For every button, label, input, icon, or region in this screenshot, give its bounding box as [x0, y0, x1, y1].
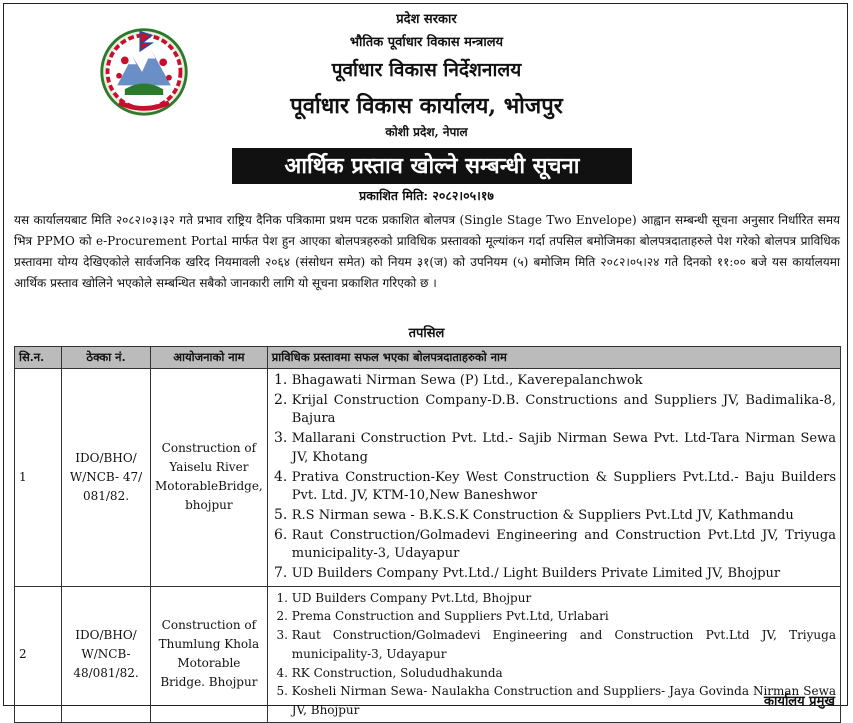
directorate-name: पूर्वाधार विकास निर्देशनालय: [331, 59, 522, 81]
list-item: 4. Prativa Construction-Key West Construction & Suppliers Pvt.Ltd.- Baju Builders Pvt. Ltd. JV, KTM-10,New Baneshwor: [292, 468, 836, 506]
notice-title: आर्थिक प्रस्ताव खोल्ने सम्बन्धी सूचना: [232, 148, 632, 184]
office-location: कोशी प्रदेश, नेपाल: [385, 125, 468, 139]
table-header-row: [15, 347, 841, 369]
office-name: पूर्वाधार विकास कार्यालय, भोजपुर: [290, 93, 563, 119]
list-item: 6. Raut Construction/Golmadevi Engineering and Construction Pvt.Ltd JV, Triyuga municipality-3, Udayapur: [292, 526, 836, 564]
list-item: 5. R.S Nirman sewa - B.K.S.K Construction & Suppliers Pvt.Ltd JV, Kathmandu: [292, 506, 836, 526]
row-contract-no: IDO/BHO/ W/NCB- 47/ 081/82.: [62, 369, 151, 587]
col-header-bidders: प्राविधिक प्रस्तावमा सफल भएका बोलपत्रदाताहरुको नाम: [267, 347, 840, 369]
list-item: 3. Mallarani Construction Pvt. Ltd.- Sajib Nirman Sewa Pvt. Ltd-Tara Nirman Sewa JV, Khotang: [292, 429, 836, 467]
row-sn: 2: [15, 586, 62, 722]
list-item: 1. Bhagawati Nirman Sewa (P) Ltd., Kaverepalanchwok: [292, 371, 836, 391]
published-date: प्रकाशित मिति: २०८२।०५।१७: [359, 188, 494, 203]
ministry-name: भौतिक पूर्वाधार विकास मन्त्रालय: [349, 35, 504, 50]
list-item: 1. UD Builders Company Pvt.Ltd, Bhojpur: [292, 589, 836, 608]
bidder-list: [272, 371, 836, 584]
list-item: 2. Krijal Construction Company-D.B. Constructions and Suppliers JV, Badimalika-8, Bajura: [292, 391, 836, 429]
bidder-list: [272, 589, 836, 720]
list-item: 7. UD Builders Company Pvt.Ltd./ Light Builders Private Limited JV, Bhojpur: [292, 564, 836, 584]
col-header-contract-no: ठेक्का नं.: [62, 347, 151, 369]
signature-office-chief: कार्यालय प्रमुख: [764, 694, 835, 709]
table-row: [15, 369, 841, 587]
row-project: Construction of Thumlung Khola Motorable Bridge. Bhojpur: [151, 586, 268, 722]
row-bidders: [267, 369, 840, 587]
list-item: 5. Kosheli Nirman Sewa- Naulakha Construction and Suppliers- Jaya Govinda Nirman Sewa JV, Bhojpur: [292, 682, 836, 719]
table-row: [15, 586, 841, 722]
list-item: 2. Prema Construction and Suppliers Pvt.Ltd, Urlabari: [292, 607, 836, 626]
col-header-sn: सि.न.: [15, 347, 62, 369]
row-bidders: [267, 586, 840, 722]
section-title: तपसिल: [408, 326, 445, 341]
col-header-project: आयोजनाको नाम: [151, 347, 268, 369]
row-project: Construction of Yaiselu River MotorableBridge, bhojpur: [151, 369, 268, 587]
tender-table: [14, 346, 841, 723]
province-government: प्रदेश सरकार: [396, 12, 457, 27]
list-item: 3. Raut Construction/Golmadevi Engineering and Construction Pvt.Ltd JV, Triyuga municipality-3, Udayapur: [292, 626, 836, 663]
notice-body: यस कार्यालयबाट मिति २०८२।०३।३२ गते प्रभाव राष्ट्रिय दैनिक पत्रिकामा प्रथम पटक प्रकाशित बोलपत्र (Single Stage Two Envelope) आह्वान सम्बन्धी सूचना अनुसार निर्धारित समय भित्र PPMO को e-Procurement Portal मार्फत पेश हुन आएका बोलपत्रहरुको प्राविधिक प्रस्तावको मूल्यांकन गर्दा तपसिल बमोजिमका बोलपत्रदाताहरुले पेश गरेको बोलपत्र प्राविधिक प्रस्तावमा योग्य देखिएकोले सार्वजनिक खरिद नियमावली २०६४ (संसोधन समेत) को नियम ३१(ज) को उपनियम (५) बमोजिम मिति २०८२।०५।२४ गते दिनको ११:०० बजे यस कार्यालयमा आर्थिक प्रस्ताव खोलिने भएकोले सम्बन्धित सबैको जानकारी लागि यो सूचना प्रकाशित गरिएको छ ।: [14, 213, 840, 290]
row-sn: 1: [15, 369, 62, 587]
list-item: 4. RK Construction, Solududhakunda: [292, 664, 836, 683]
row-contract-no: IDO/BHO/ W/NCB- 48/081/82.: [62, 586, 151, 722]
